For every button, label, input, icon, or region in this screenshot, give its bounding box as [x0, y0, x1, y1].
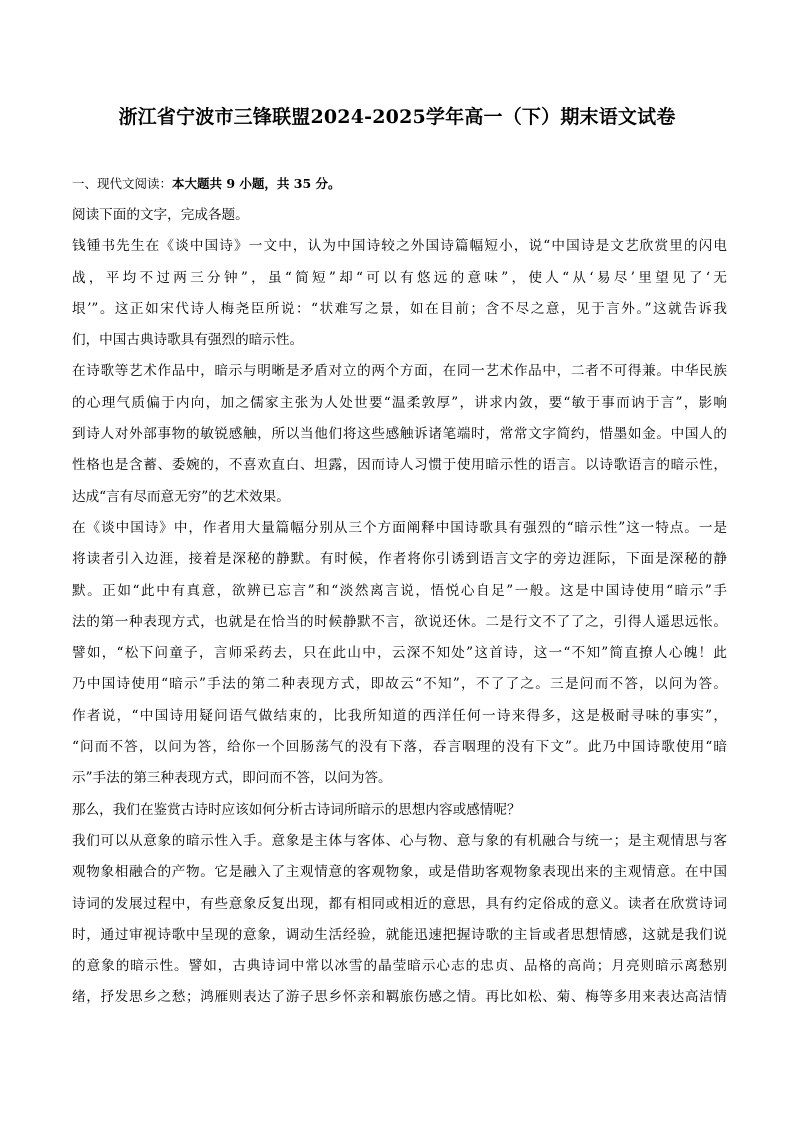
passage-line: 示”手法的第三种表现方式，即问而不答，以问为答。 — [72, 770, 392, 787]
passage-line: 们，中国古典诗歌具有强烈的暗示性。 — [72, 332, 304, 349]
passage-line: 在《谈中国诗》中，作者用大量篇幅分别从三个方面阐释中国诗歌具有强烈的“暗示性”这一特点。一是 — [72, 519, 727, 536]
passage-line: 到诗人对外部事物的敏锐感触，所以当他们将这些感触诉诸笔端时，常常文字简约，惜墨如金。中国人的 — [72, 426, 727, 443]
passage-line: 乃中国诗使用“暗示”手法的第二种表现方式，即故云“不知”，不了了之。三是问而不答，以问为答。 — [72, 676, 727, 693]
passage-line: 作者说，“中国诗用疑问语气做结束的，比我所知道的西洋任何一诗来得多，这是极耐寻味的事实”， — [72, 707, 727, 724]
passage-line: 达成“言有尽而意无穷”的艺术效果。 — [72, 488, 290, 505]
passage-line: 战，平均不过两三分钟”，虽“简短”却“可以有悠远的意味”，使人“从‘易尽’里望见了‘无 — [72, 269, 727, 286]
passage-line: 法的第一种表现方式，也就是在恰当的时候静默不言，欲说还休。二是行文不了了之，引得人遥思远怅。 — [72, 613, 727, 630]
passage-line: 将读者引入边涯，接着是深秘的静默。有时候，作者将你引诱到语言文字的旁边涯际，下面是深秘的静 — [72, 551, 727, 568]
passage-line: “问而不答，以问为答，给你一个回肠荡气的没有下落，吞言咽理的没有下文”。此乃中国诗歌使用“暗 — [72, 739, 727, 756]
section-header-detail: 本大题共 9 小题，共 35 分。 — [172, 176, 341, 191]
passage-line: 钱锺书先生在《谈中国诗》一文中，认为中国诗较之外国诗篇幅短小，说“中国诗是文艺欣赏里的闪电 — [72, 238, 727, 255]
passage-line: 时，通过审视诗歌中呈现的意象，调动生活经验，就能迅速把握诗歌的主旨或者思想情感，这就是我们说 — [72, 926, 727, 943]
passage-line: 诗词的发展过程中，有些意象反复出现，都有相同或相近的意思，具有约定俗成的意义。读者在欣赏诗词 — [72, 895, 727, 912]
passage-line: 在诗歌等艺术作品中，暗示与明晰是矛盾对立的两个方面，在同一艺术作品中，二者不可得兼。中华民族 — [72, 363, 727, 380]
passage-line: 绪，抒发思乡之愁；鸿雁则表达了游子思乡怀亲和羁旅伤感之情。再比如松、菊、梅等多用来表达高洁情 — [72, 989, 727, 1006]
page-title: 浙江省宁波市三锋联盟2024-2025学年高一（下）期末语文试卷 — [118, 106, 676, 128]
passage-line: 我们可以从意象的暗示性入手。意象是主体与客体、心与物、意与象的有机融合与统一；是主观情思与客 — [72, 832, 727, 849]
passage-line: 譬如，“松下问童子，言师采药去，只在此山中，云深不知处”这首诗，这一“不知”简直撩人心魄！此 — [72, 645, 727, 662]
section-header-prefix: 一、现代文阅读： — [72, 176, 173, 191]
passage-line: 阅读下面的文字，完成各题。 — [72, 207, 249, 223]
passage-line: 观物象相融合的产物。它是融入了主观情意的客观物象，或是借助客观物象表现出来的主观情意。在中国 — [72, 864, 727, 881]
passage-line: 性格也是含蓄、委婉的，不喜欢直白、坦露，因而诗人习惯于使用暗示性的语言。以诗歌语言的暗示性， — [72, 457, 727, 474]
section-header — [72, 175, 341, 193]
passage-line: 的心理气质偏于内向，加之儒家主张为人处世要“温柔敦厚”，讲求内敛，要“敏于事而讷于言”，影响 — [72, 394, 727, 411]
passage-text — [72, 200, 727, 1014]
passage-line: 垠’”。这正如宋代诗人梅尧臣所说：“状难写之景，如在目前；含不尽之意，见于言外。”这就告诉我 — [72, 300, 727, 317]
passage-line: 默。正如“此中有真意，欲辨已忘言”和“淡然离言说，悟悦心自足”一般。这是中国诗使用“暗示”手 — [72, 582, 727, 599]
passage-line: 那么，我们在鉴赏古诗时应该如何分析古诗词所暗示的思想内容或感情呢？ — [72, 801, 521, 818]
passage-line: 的意象的暗示性。譬如，古典诗词中常以冰雪的晶莹暗示心志的忠贞、品格的高尚；月亮则暗示离愁别 — [72, 958, 727, 975]
